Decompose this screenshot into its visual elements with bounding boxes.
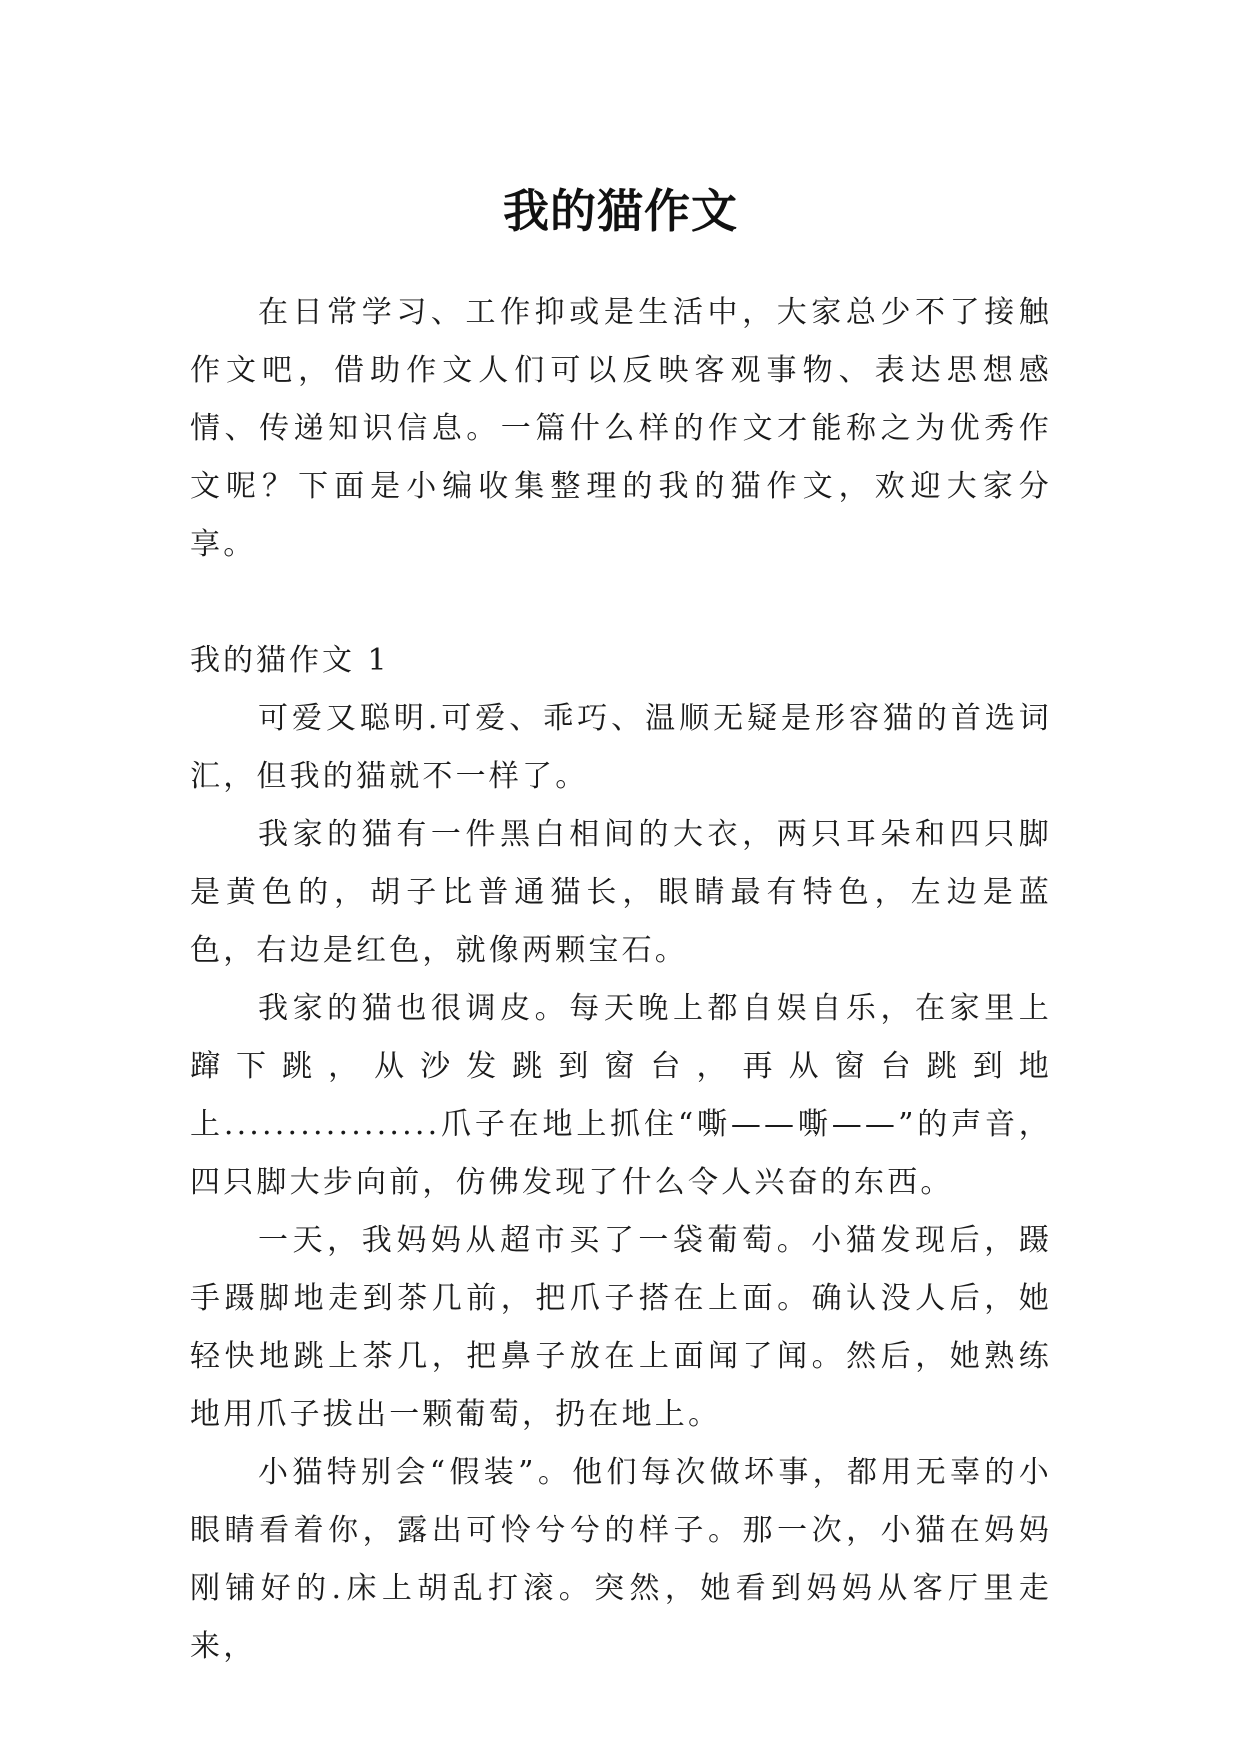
intro-paragraph: 在日常学习、工作抑或是生活中，大家总少不了接触作文吧，借助作文人们可以反映客观事物、表达思想感情、传递知识信息。一篇什么样的作文才能称之为优秀作文呢？下面是小编收集整理的我的猫作文，欢迎大家分享。 bbox=[190, 295, 1052, 562]
document-body bbox=[190, 284, 1052, 1676]
body-paragraph: 可爱又聪明.可爱、乖巧、温顺无疑是形容猫的首选词汇，但我的猫就不一样了。 bbox=[190, 701, 1052, 794]
section-heading: 我的猫作文 1 bbox=[190, 643, 390, 678]
body-paragraph: 一天，我妈妈从超市买了一袋葡萄。小猫发现后，蹑手蹑脚地走到茶几前，把爪子搭在上面。确认没人后，她轻快地跳上茶几，把鼻子放在上面闻了闻。然后，她熟练地用爪子拔出一颗葡萄，扔在地上。 bbox=[190, 1223, 1052, 1432]
document-title: 我的猫作文 bbox=[503, 183, 738, 238]
body-paragraph: 我家的猫也很调皮。每天晚上都自娱自乐，在家里上蹿下跳，从沙发跳到窗台，再从窗台跳到地上.................爪子在地上抓住“嘶——嘶——”的声音，四只脚大步向前，仿佛发现了什么令人兴奋的东西。 bbox=[190, 991, 1052, 1200]
body-paragraph: 小猫特别会“假装”。他们每次做坏事，都用无辜的小眼睛看着你，露出可怜兮兮的样子。那一次，小猫在妈妈刚铺好的.床上胡乱打滚。突然，她看到妈妈从客厅里走来， bbox=[190, 1455, 1052, 1664]
body-paragraph: 我家的猫有一件黑白相间的大衣，两只耳朵和四只脚是黄色的，胡子比普通猫长，眼睛最有特色，左边是蓝色，右边是红色，就像两颗宝石。 bbox=[190, 817, 1052, 968]
